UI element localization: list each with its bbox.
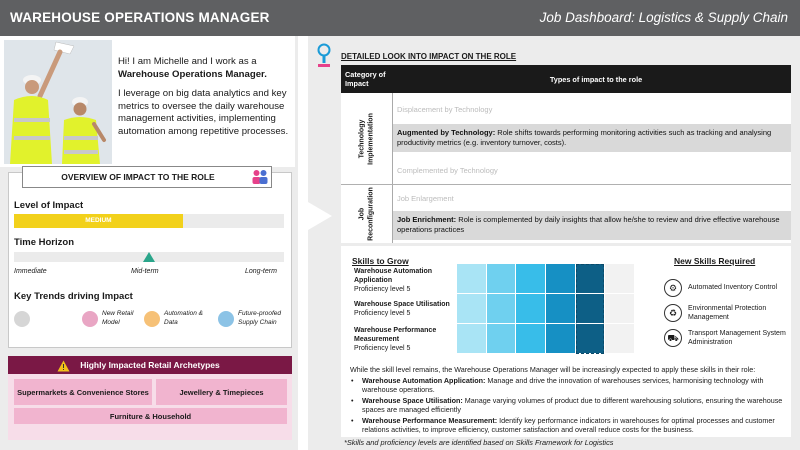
column-category: Category of Impact: [345, 70, 386, 88]
group-label-text: Technology Implementation: [358, 112, 374, 165]
time-horizon-marker: [143, 252, 155, 262]
skill-level: Proficiency level 5: [354, 310, 411, 317]
current-level-highlight: [576, 264, 605, 354]
page-subtitle: Job Dashboard: Logistics & Supply Chain: [539, 10, 788, 25]
proficiency-cell: [487, 324, 516, 353]
skill-bullet: [350, 376, 786, 394]
row-displacement: Displacement by Technology: [397, 105, 493, 114]
impact-level-fill: MEDIUM: [14, 214, 183, 228]
proficiency-cell: [457, 294, 486, 323]
column-types: Types of impact to the role: [549, 75, 643, 84]
new-skill-label: Environmental Protection Management: [688, 305, 767, 321]
enrichment-title: Job Enrichment:: [397, 215, 457, 224]
level-of-impact-label: Level of Impact: [14, 200, 84, 211]
skill-name: Warehouse Space Utilisation: [354, 301, 450, 308]
skill-performance: [354, 326, 449, 353]
proficiency-cell: [487, 294, 516, 323]
skill-automation: [354, 267, 449, 294]
proficiency-cell: [546, 294, 575, 323]
transport-icon: ⛟: [664, 329, 682, 347]
magnifier-icon: [316, 43, 332, 71]
intro-description: I leverage on big data analytics and key metrics to oversee the daily warehouse management activities, implementing automation among repetitive processes.: [118, 88, 289, 137]
enrichment-text: Role is complemented by daily insights that allow he/she to review and drive effective warehouse operations practices: [397, 215, 780, 234]
bullet-text: Manage varying volumes of product due to different warehousing solutions, ensuring the warehouse spaces are managed efficiently: [362, 396, 783, 415]
proficiency-cell: [546, 324, 575, 353]
skills-panel: [341, 246, 791, 437]
skill-bullet: [350, 416, 786, 434]
people-icon: [251, 169, 269, 185]
supply-chain-icon: [218, 311, 234, 327]
skill-name: Warehouse Performance Measurement: [354, 327, 437, 343]
retail-icon: [82, 311, 98, 327]
bullet-title: Warehouse Automation Application:: [362, 376, 486, 385]
archetype-supermarkets: Supermarkets & Convenience Stores: [14, 379, 152, 405]
archetype-furniture: Furniture & Household: [14, 408, 287, 424]
new-skill-label: Transport Management System Administration: [688, 330, 786, 346]
trend-label: Future-proofed Supply Chain: [238, 310, 281, 326]
trend-label: New Retail Model: [102, 310, 134, 326]
proficiency-cell: [605, 264, 634, 293]
proficiency-cell: [516, 324, 545, 353]
horizon-immediate-label: Immediate: [14, 268, 47, 275]
key-trends-label: Key Trends driving Impact: [14, 291, 133, 302]
intro-text: [118, 56, 290, 145]
new-skill-label: Automated Inventory Control: [688, 284, 778, 291]
group-technology-implementation: [341, 93, 393, 184]
archetype-jewellery: Jewellery & Timepieces: [156, 379, 287, 405]
horizon-longterm-label: Long-term: [245, 268, 277, 275]
warning-icon: [57, 359, 70, 371]
impact-table-header: [341, 65, 791, 93]
intro-role: Warehouse Operations Manager.: [118, 68, 267, 80]
archetypes-panel: [8, 356, 292, 440]
proficiency-cell: [487, 264, 516, 293]
automation-icon: [144, 311, 160, 327]
skill-bullet: [350, 396, 786, 414]
new-skills-heading: New Skills Required: [674, 256, 756, 266]
skill-level: Proficiency level 5: [354, 345, 411, 352]
row-complemented: Complemented by Technology: [397, 166, 498, 175]
row-enrichment: [393, 211, 791, 240]
skills-intro-text: While the skill level remains, the Warehouse Operations Manager will be increasingly expected to apply these skills in their role:: [350, 365, 756, 374]
skills-to-grow-heading: Skills to Grow: [352, 256, 409, 266]
group-job-reconfiguration: [341, 185, 393, 243]
arrow-divider: [298, 36, 334, 450]
time-horizon-label: Time Horizon: [14, 237, 74, 248]
group-divider: [341, 184, 791, 185]
overview-title: OVERVIEW OF IMPACT TO THE ROLE: [22, 166, 272, 188]
intro-panel: [0, 36, 295, 167]
horizon-midterm-label: Mid-term: [131, 268, 159, 275]
group-label-text: Job Reconfiguration: [358, 187, 374, 241]
row-enlargement: Job Enlargement: [397, 194, 454, 203]
header-bar: [0, 0, 800, 36]
proficiency-cell: [605, 294, 634, 323]
proficiency-cell: [457, 324, 486, 353]
skill-level: Proficiency level 5: [354, 286, 411, 293]
proficiency-cell: [605, 324, 634, 353]
trend-label: Automation & Data: [164, 310, 204, 326]
impact-level-bar: [14, 214, 284, 228]
proficiency-grid: [457, 264, 635, 354]
bullet-text: Identify key performance indicators in warehouses for optimal processes and customer relations activities, to improve efficiency, customer satisfaction and overall reduce costs for the business.: [362, 416, 775, 435]
row-augmented: [393, 124, 791, 152]
page-title: WAREHOUSE OPERATIONS MANAGER: [10, 10, 270, 25]
impact-table: [341, 65, 791, 243]
skill-space: [354, 300, 454, 318]
skill-name: Warehouse Automation Application: [354, 268, 433, 284]
inventory-icon: ⚙: [664, 279, 682, 297]
bullet-title: Warehouse Performance Measurement:: [362, 416, 498, 425]
intro-greeting: Hi! I am Michelle and I work as a: [118, 56, 257, 67]
proficiency-cell: [546, 264, 575, 293]
proficiency-cell: [516, 264, 545, 293]
proficiency-cell: [457, 264, 486, 293]
bullet-text: Manage and drive the innovation of warehouses services, harmonising technology with warehouse operations.: [362, 376, 764, 395]
augmented-title: Augmented by Technology:: [397, 128, 496, 137]
augmented-text: Role shifts towards performing monitoring activities such as tracking and analysing productivity metrics (e.g. inventory turnover, costs).: [397, 128, 772, 147]
footnote: *Skills and proficiency levels are identified based on Skills Framework for Logistics: [344, 438, 614, 447]
bullet-title: Warehouse Space Utilisation:: [362, 396, 463, 405]
archetypes-title: Highly Impacted Retail Archetypes: [8, 356, 292, 374]
impact-heading: DETAILED LOOK INTO IMPACT ON THE ROLE: [341, 52, 517, 61]
environment-icon: ♻: [664, 304, 682, 322]
people-icon: [14, 311, 30, 327]
workers-photo: [4, 40, 112, 164]
proficiency-cell: [516, 294, 545, 323]
